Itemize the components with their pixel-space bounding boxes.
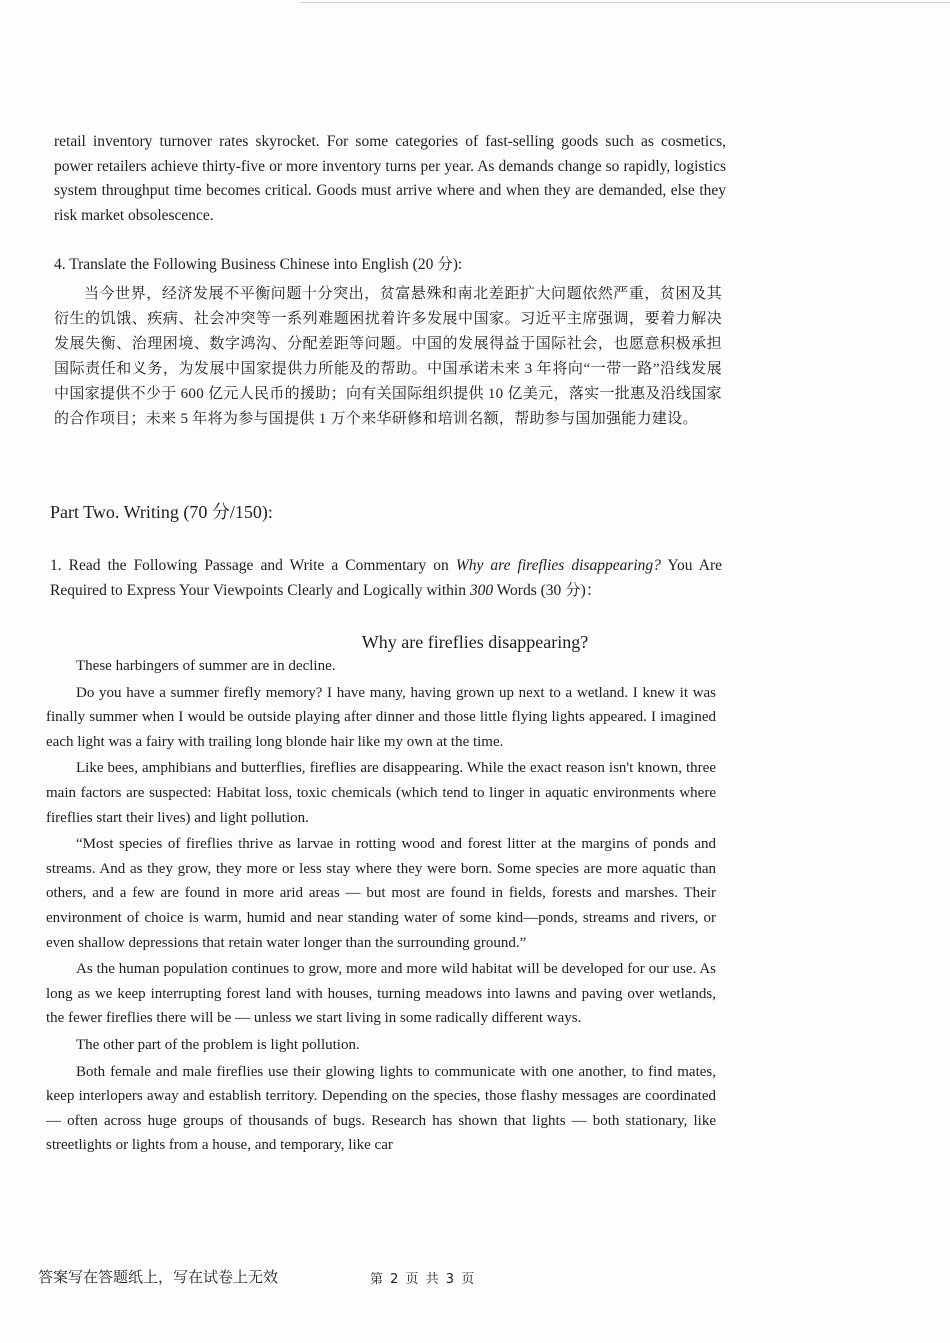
article-paragraph: Like bees, amphibians and butterflies, fireflies are disappearing. While the exact reason isn't known, three main factors are suspected: Habitat loss, toxic chemicals (which tend to linger in aquatic environments where fireflies start their lives) and light pollution. bbox=[46, 760, 716, 826]
prompt-middle: You Are Required to Express Your Viewpoints Clearly and Logically within bbox=[50, 557, 722, 599]
article-paragraph: “Most species of fireflies thrive as larvae in rotting wood and forest litter at the margins of ponds and streams. And as they grow, they more or less stay where they were born. Some species are more aquatic than others, and a few are found in more arid areas — but most are found in fields, forests and marshes. Their environment of choice is warm, humid and near standing water of some kind—ponds, streams and rivers, or even shallow depressions that retain water longer than the surrounding ground.” bbox=[46, 836, 716, 951]
question-1-prompt bbox=[50, 553, 722, 603]
page-number: 第 2 页 共 3 页 bbox=[370, 1272, 475, 1287]
article-title: Why are fireflies disappearing? bbox=[361, 632, 589, 652]
part-two-heading: Part Two. Writing (70 分/150): bbox=[50, 502, 273, 522]
article-body bbox=[46, 654, 716, 1160]
question-4-heading: 4. Translate the Following Business Chinese into English (20 分): bbox=[54, 256, 463, 273]
article-paragraph: These harbingers of summer are in decline. bbox=[76, 658, 336, 674]
article-paragraph: The other part of the problem is light pollution. bbox=[76, 1036, 360, 1053]
article-paragraph: As the human population continues to grow, more and more wild habitat will be developed for our use. As long as we keep interrupting forest land with houses, turning meadows into lawns and paving over wetlands, the fewer fireflies there will be — unless we start living in some radically different ways. bbox=[46, 961, 716, 1027]
prompt-suffix: Words (30 分)： bbox=[493, 582, 602, 599]
question-4-chinese-text: 当今世界，经济发展不平衡问题十分突出，贫富悬殊和南北差距扩大问题依然严重，贫困及其衍生的饥饿、疾病、社会冲突等一系列难题困扰着许多发展中国家。习近平主席强调，要着力解决发展失衡、治理困境、数字鸿沟、分配差距等问题。中国的发展得益于国际社会，也愿意积极承担国际责任和义务，为发展中国家提供力所能及的帮助。中国承诺未来 3 年将向“一带一路”沿线发展中国家提供不少于 600 亿元人民币的援助；向有关国际组织提供 10 亿美元，落实一批惠及沿线国家的合作项目；未来 5 年将为参与国提供 1 万个来华研修和培训名额，帮助参与国加强能力建设。 bbox=[54, 286, 722, 427]
intro-paragraph: retail inventory turnover rates skyrocket. For some categories of fast-selling goods such as cosmetics, power retailers achieve thirty-five or more inventory turns per year. As demands change so rapidly, logistics system throughput time becomes critical. Goods must arrive where and when they are demanded, else they risk market obsolescence. bbox=[54, 133, 726, 224]
prompt-prefix: 1. Read the Following Passage and Write a Commentary on bbox=[50, 557, 456, 574]
top-rule-divider bbox=[300, 2, 950, 3]
prompt-word-count: 300 bbox=[469, 582, 494, 599]
article-paragraph: Do you have a summer firefly memory? I have many, having grown up next to a wetland. I knew it was finally summer when I would be outside playing after dinner and those little flying lights appeared. I imagined each light was a fairy with trailing long blonde hair like my own at the time. bbox=[46, 684, 716, 750]
prompt-topic: Why are fireflies disappearing? bbox=[455, 557, 661, 574]
footer-answer-note: 答案写在答题纸上，写在试卷上无效 bbox=[38, 1268, 279, 1286]
article-paragraph: Both female and male fireflies use their glowing lights to communicate with one another, to find mates, keep interlopers away and establish territory. Depending on the species, those flashy messages are coordinated — often across huge groups of thousands of bugs. Research has shown that lights — both stationary, like streetlights or lights from a house, and temporary, like car bbox=[46, 1063, 716, 1154]
